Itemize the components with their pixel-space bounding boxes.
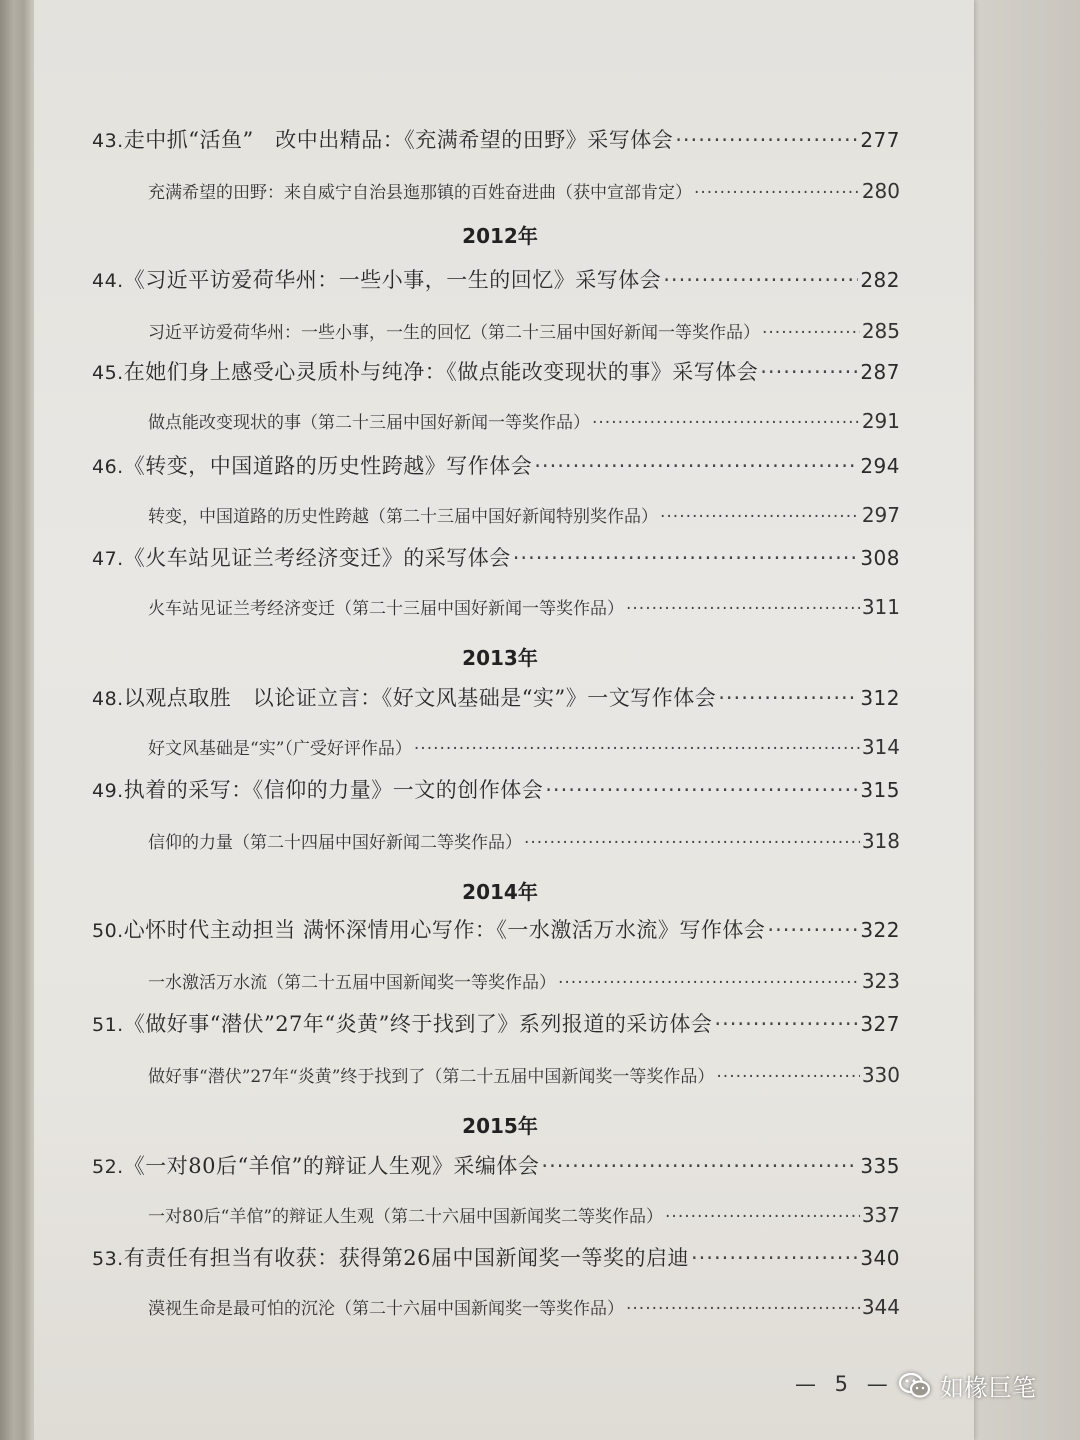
entry-number: 51. — [92, 1014, 124, 1036]
year-heading: 2015年 — [462, 1114, 538, 1138]
toc-entry — [92, 264, 900, 294]
toc-subentry — [148, 734, 900, 759]
entry-page: 282 — [860, 268, 900, 292]
entry-page: 287 — [860, 360, 900, 384]
toc-entry — [92, 774, 900, 804]
dot-leader — [767, 918, 858, 942]
subentry-page: 323 — [861, 969, 900, 993]
entry-title: 执着的采写：《信仰的力量》一文的创作体会 — [123, 778, 544, 802]
entry-page: 340 — [860, 1246, 900, 1270]
toc-subentry — [148, 1202, 900, 1227]
dot-leader — [545, 778, 858, 802]
entry-page: 312 — [860, 686, 900, 710]
subentry-title: 习近平访爱荷华州：一些小事，一生的回忆（第二十三届中国好新闻一等奖作品） — [148, 323, 760, 343]
subentry-title: 做好事“潜伏”27年“炎黄”终于找到了（第二十五届中国新闻奖一等奖作品） — [148, 1067, 715, 1087]
dot-leader — [716, 1067, 859, 1087]
dot-leader — [626, 599, 860, 619]
subentry-page: 291 — [861, 409, 900, 433]
entry-page: 294 — [860, 454, 900, 478]
entry-page: 308 — [860, 546, 900, 570]
toc-entry — [92, 542, 900, 572]
dot-leader — [541, 1154, 858, 1178]
entry-number: 46. — [92, 456, 124, 478]
dot-leader — [558, 973, 860, 993]
subentry-page: 311 — [861, 595, 900, 619]
toc-entry — [92, 1008, 900, 1038]
toc-subentry — [148, 594, 900, 619]
toc-subentry — [148, 318, 900, 343]
toc-entry — [92, 356, 900, 386]
entry-page: 277 — [860, 128, 900, 152]
subentry-page: 344 — [861, 1295, 900, 1319]
wechat-icon — [898, 1371, 932, 1401]
entry-title: 《习近平访爱荷华州：一些小事，一生的回忆》采写体会 — [123, 268, 662, 292]
dot-leader — [534, 454, 858, 478]
entry-number: 43. — [92, 130, 124, 152]
year-heading: 2012年 — [462, 224, 538, 248]
year-heading: 2014年 — [462, 880, 538, 904]
toc-subentry — [148, 968, 900, 993]
toc-subentry — [148, 502, 900, 527]
page-number: — 5 — — [795, 1372, 894, 1396]
toc-entry — [92, 124, 900, 154]
entry-title: 以观点取胜 以论证立言：《好文风基础是“实”》一文写作体会 — [123, 686, 717, 710]
toc-subentry — [148, 1294, 900, 1319]
entry-number: 49. — [92, 780, 124, 802]
toc-subentry — [148, 178, 900, 203]
toc-entry — [92, 1150, 900, 1180]
dot-leader — [513, 546, 859, 570]
dot-leader — [663, 268, 858, 292]
entry-number: 47. — [92, 548, 124, 570]
entry-page: 315 — [860, 778, 900, 802]
entry-title: 有责任有担当有收获：获得第26届中国新闻奖一等奖的启迪 — [123, 1246, 689, 1270]
subentry-title: 充满希望的田野：来自威宁自治县迤那镇的百姓奋进曲（获中宣部肯定） — [148, 183, 692, 203]
entry-title: 《做好事“潜伏”27年“炎黄”终于找到了》系列报道的采访体会 — [123, 1012, 713, 1036]
toc-subentry — [148, 1062, 900, 1087]
dot-leader — [524, 833, 860, 853]
entry-title: 心怀时代主动担当 满怀深情用心写作：《一水激活万水流》写作体会 — [123, 918, 766, 942]
subentry-title: 转变，中国道路的历史性跨越（第二十三届中国好新闻特别奖作品） — [148, 507, 658, 527]
subentry-page: 314 — [861, 735, 900, 759]
dot-leader — [691, 1246, 858, 1270]
entry-number: 45. — [92, 362, 124, 384]
subentry-page: 337 — [861, 1203, 900, 1227]
subentry-page: 285 — [861, 319, 900, 343]
entry-number: 52. — [92, 1156, 124, 1178]
dot-leader — [694, 183, 860, 203]
entry-title: 《转变，中国道路的历史性跨越》写作体会 — [123, 454, 533, 478]
subentry-page: 280 — [861, 179, 900, 203]
subentry-title: 火车站见证兰考经济变迁（第二十三届中国好新闻一等奖作品） — [148, 599, 624, 619]
watermark-text: 如椽巨笔 — [940, 1374, 1036, 1402]
subentry-page: 330 — [861, 1063, 900, 1087]
dot-leader — [714, 1012, 858, 1036]
subentry-title: 好文风基础是“实”（广受好评作品） — [148, 739, 412, 759]
entry-number: 44. — [92, 270, 124, 292]
subentry-title: 信仰的力量（第二十四届中国好新闻二等奖作品） — [148, 833, 522, 853]
dot-leader — [414, 739, 860, 759]
entry-title: 《火车站见证兰考经济变迁》的采写体会 — [123, 546, 511, 570]
subentry-page: 318 — [861, 829, 900, 853]
toc-entry — [92, 450, 900, 480]
dot-leader — [762, 323, 860, 343]
dot-leader — [665, 1207, 860, 1227]
dot-leader — [660, 507, 860, 527]
entry-number: 48. — [92, 688, 124, 710]
dot-leader — [718, 686, 858, 710]
entry-page: 322 — [860, 918, 900, 942]
year-heading: 2013年 — [462, 646, 538, 670]
entry-page: 327 — [860, 1012, 900, 1036]
entry-number: 50. — [92, 920, 124, 942]
entry-number: 53. — [92, 1248, 124, 1270]
entry-title: 在她们身上感受心灵质朴与纯净：《做点能改变现状的事》采写体会 — [123, 360, 759, 384]
entry-page: 335 — [860, 1154, 900, 1178]
dot-leader — [675, 128, 858, 152]
watermark — [898, 1368, 1036, 1403]
toc-subentry — [148, 408, 900, 433]
toc-entry — [92, 914, 900, 944]
dot-leader — [626, 1299, 860, 1319]
subentry-title: 做点能改变现状的事（第二十三届中国好新闻一等奖作品） — [148, 413, 590, 433]
entry-title: 走中抓“活鱼” 改中出精品：《充满希望的田野》采写体会 — [123, 128, 674, 152]
subentry-title: 一水激活万水流（第二十五届中国新闻奖一等奖作品） — [148, 973, 556, 993]
entry-title: 《一对80后“羊倌”的辩证人生观》采编体会 — [123, 1154, 540, 1178]
subentry-title: 一对80后“羊倌”的辩证人生观（第二十六届中国新闻奖二等奖作品） — [148, 1207, 664, 1227]
toc-entry — [92, 682, 900, 712]
dot-leader — [760, 360, 858, 384]
subentry-title: 漠视生命是最可怕的沉沦（第二十六届中国新闻奖一等奖作品） — [148, 1299, 624, 1319]
toc-subentry — [148, 828, 900, 853]
toc-entry — [92, 1242, 900, 1272]
subentry-page: 297 — [861, 503, 900, 527]
dot-leader — [592, 413, 860, 433]
